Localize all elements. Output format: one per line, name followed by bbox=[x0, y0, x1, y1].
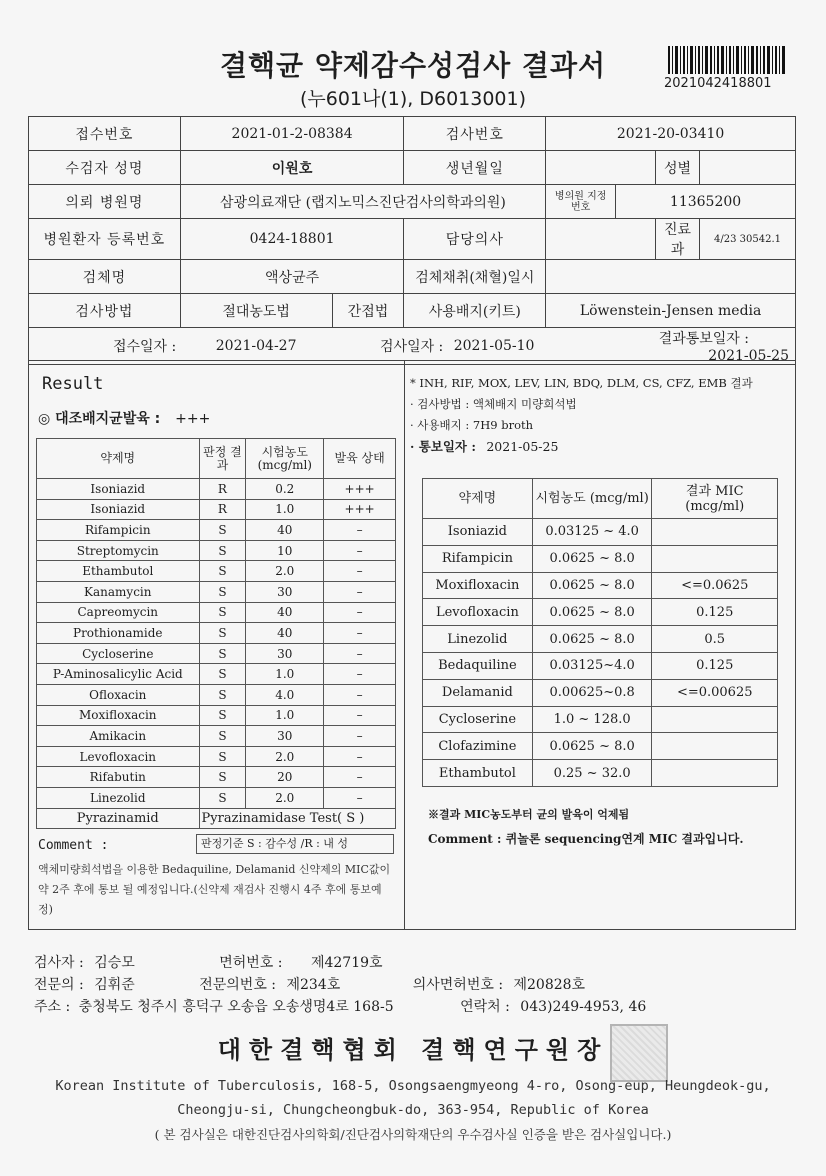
mic-range: 0.00625~0.8 bbox=[532, 679, 652, 706]
drug-conc: 2.0 bbox=[246, 787, 324, 808]
drug-result: S bbox=[199, 767, 246, 788]
mic-range: 1.0 ~ 128.0 bbox=[532, 706, 652, 733]
drug-result: S bbox=[199, 787, 246, 808]
drug-drug: Prothionamide bbox=[37, 623, 200, 644]
drug-row bbox=[37, 581, 396, 602]
test-date-label: 검사일자 : bbox=[332, 328, 546, 365]
report-date: 2021-05-25 bbox=[708, 348, 789, 364]
mic-mic: 0.125 bbox=[652, 599, 778, 626]
pyrazinamid-label: Pyrazinamid bbox=[37, 808, 200, 828]
mic-mic bbox=[652, 760, 778, 787]
phone: 043)249-4953, 46 bbox=[520, 999, 647, 1015]
drug-conc: 2.0 bbox=[246, 746, 324, 767]
drug-conc: 1.0 bbox=[246, 499, 324, 520]
mic-method-line: · 검사방법 : 액체배지 미량희석법 bbox=[410, 397, 577, 411]
report-title: 결핵균 약제감수성검사 결과서 bbox=[219, 49, 607, 82]
patient-name: 이원호 bbox=[180, 151, 404, 185]
mic-mic bbox=[652, 545, 778, 572]
phone-label: 연락처 : bbox=[460, 999, 510, 1015]
sex bbox=[700, 151, 796, 185]
hospital-code: 11365200 bbox=[616, 185, 796, 219]
drug-row bbox=[37, 767, 396, 788]
mic-mic: 0.5 bbox=[652, 626, 778, 653]
drug-row bbox=[37, 705, 396, 726]
examiner-label: 검사자 : bbox=[34, 955, 84, 971]
specialist: 김휘준 bbox=[94, 977, 135, 993]
receipt-no: 2021-01-2-08384 bbox=[180, 117, 404, 151]
drug-drug: Rifampicin bbox=[37, 520, 200, 541]
mic-range: 0.0625 ~ 8.0 bbox=[532, 572, 652, 599]
col-conc: 시험농도 (mcg/ml) bbox=[246, 439, 324, 479]
dob-label: 생년월일 bbox=[404, 151, 546, 185]
patient-reg-label: 병원환자 등록번호 bbox=[29, 219, 181, 260]
result-title: Result bbox=[42, 374, 104, 394]
english-address-1: Korean Institute of Tuberculosis, 168-5, Osongsaengmyeong 4-ro, Osong-eup, Heungdeok-gu, bbox=[55, 1078, 771, 1094]
receipt-no-label: 접수번호 bbox=[29, 117, 181, 151]
comment-label: Comment : bbox=[38, 838, 109, 853]
report-subtitle: (누601나(1), D6013001) bbox=[299, 88, 527, 110]
mic-drug: Cycloserine bbox=[423, 706, 533, 733]
mic-col-result: 결과 MIC (mcg/ml) bbox=[652, 479, 778, 519]
drug-growth: – bbox=[324, 520, 396, 541]
mic-range: 0.0625 ~ 8.0 bbox=[532, 545, 652, 572]
drug-row bbox=[37, 602, 396, 623]
drug-row bbox=[37, 787, 396, 808]
english-address-2: Cheongju-si, Chungcheongbuk-do, 363-954, Republic of Korea bbox=[177, 1102, 649, 1118]
drug-growth: – bbox=[324, 767, 396, 788]
drug-drug: Linezolid bbox=[37, 787, 200, 808]
address-label: 주소 : bbox=[34, 999, 71, 1015]
barcode-number: 2021042418801 bbox=[664, 76, 772, 91]
drug-conc: 4.0 bbox=[246, 684, 324, 705]
mic-row bbox=[423, 545, 778, 572]
drug-conc: 10 bbox=[246, 540, 324, 561]
drug-drug: Cycloserine bbox=[37, 643, 200, 664]
mic-range: 0.03125 ~ 4.0 bbox=[532, 519, 652, 546]
mic-mic: <=0.00625 bbox=[652, 679, 778, 706]
pyrazinamid-value: Pyrazinamidase Test( S ) bbox=[199, 808, 395, 828]
growth-value: +++ bbox=[175, 411, 211, 427]
drug-growth: – bbox=[324, 787, 396, 808]
hospital-label: 의뢰 병원명 bbox=[29, 185, 181, 219]
drug-row bbox=[37, 684, 396, 705]
section-divider bbox=[404, 360, 405, 930]
method2: 간접법 bbox=[332, 294, 404, 328]
hospital-name: 삼광의료재단 (랩지노믹스진단검사의학과의원) bbox=[180, 185, 545, 219]
drug-growth: +++ bbox=[324, 479, 396, 500]
mic-notice bbox=[410, 436, 794, 457]
sex-label: 성별 bbox=[656, 151, 700, 185]
drug-drug: Amikacin bbox=[37, 726, 200, 747]
mic-media-line: · 사용배지 : 7H9 broth bbox=[410, 418, 534, 432]
drug-result: S bbox=[199, 705, 246, 726]
mic-mic bbox=[652, 519, 778, 546]
mic-row bbox=[423, 706, 778, 733]
mic-note: ※결과 MIC농도부터 균의 발육이 억제됨 bbox=[428, 808, 630, 821]
address: 충청북도 청주시 흥덕구 오송읍 오송생명4로 168-5 bbox=[78, 999, 394, 1015]
mic-row bbox=[423, 519, 778, 546]
col-result: 판정 결과 bbox=[199, 439, 246, 479]
mic-mic bbox=[652, 733, 778, 760]
name-label: 수검자 성명 bbox=[29, 151, 181, 185]
drug-result: S bbox=[199, 561, 246, 582]
media-label: 사용배지(키트) bbox=[404, 294, 546, 328]
mic-drugs-line: * INH, RIF, MOX, LEV, LIN, BDQ, DLM, CS, CFZ, EMB 결과 bbox=[410, 376, 753, 390]
mic-drug: Isoniazid bbox=[423, 519, 533, 546]
drug-result: S bbox=[199, 664, 246, 685]
mic-drug: Levofloxacin bbox=[423, 599, 533, 626]
mic-row bbox=[423, 652, 778, 679]
patient-reg: 0424-18801 bbox=[180, 219, 404, 260]
drug-growth: – bbox=[324, 581, 396, 602]
drug-drug: Levofloxacin bbox=[37, 746, 200, 767]
drug-growth: – bbox=[324, 684, 396, 705]
drug-row bbox=[37, 623, 396, 644]
dept-label: 진료과 bbox=[656, 219, 700, 260]
control-growth bbox=[38, 408, 210, 428]
test-no: 2021-20-03410 bbox=[546, 117, 796, 151]
drug-conc: 1.0 bbox=[246, 664, 324, 685]
growth-label: ◎ 대조배지균발육 : bbox=[38, 411, 161, 427]
collect-label: 검체채취(채혈)일시 bbox=[404, 260, 546, 294]
drug-growth: – bbox=[324, 726, 396, 747]
method-label: 검사방법 bbox=[29, 294, 181, 328]
patient-info-table bbox=[28, 116, 796, 365]
drug-result: R bbox=[199, 499, 246, 520]
drug-growth: – bbox=[324, 561, 396, 582]
footer-line-2 bbox=[34, 974, 585, 994]
barcode-icon bbox=[668, 46, 786, 74]
specialist-no-label: 전문의번호 : bbox=[199, 977, 277, 993]
mic-info bbox=[410, 373, 794, 457]
doctor-license: 제20828호 bbox=[513, 977, 586, 993]
mic-drug: Clofazimine bbox=[423, 733, 533, 760]
drug-conc: 40 bbox=[246, 623, 324, 644]
drug-conc: 0.2 bbox=[246, 479, 324, 500]
footer-line-1 bbox=[34, 952, 383, 972]
drug-conc: 2.0 bbox=[246, 561, 324, 582]
comment-text: 액체미량희석법을 이용한 Bedaquiline, Delamanid 신약제의 MIC값이 약 2주 후에 통보 될 예정입니다.(신약제 재검사 진행시 4주 후에 통보예정) bbox=[38, 863, 391, 916]
mic-comment: Comment : 퀴놀론 sequencing연계 MIC 결과입니다. bbox=[428, 832, 744, 846]
mic-mic: 0.125 bbox=[652, 652, 778, 679]
criteria-legend: 판정기준 S : 감수성 /R : 내 성 bbox=[196, 834, 394, 854]
drug-conc: 20 bbox=[246, 767, 324, 788]
col-growth: 발육 상태 bbox=[324, 439, 396, 479]
license-label: 면허번호 : bbox=[219, 955, 283, 971]
mic-range: 0.03125~4.0 bbox=[532, 652, 652, 679]
drug-row bbox=[37, 479, 396, 500]
mic-drug: Delamanid bbox=[423, 679, 533, 706]
drug-growth: – bbox=[324, 623, 396, 644]
drug-drug: Streptomycin bbox=[37, 540, 200, 561]
drug-conc: 40 bbox=[246, 602, 324, 623]
drug-growth: – bbox=[324, 746, 396, 767]
specialist-no: 제234호 bbox=[286, 977, 341, 993]
doctor bbox=[546, 219, 656, 260]
mic-row bbox=[423, 679, 778, 706]
receipt-date-label: 접수일자 : bbox=[29, 328, 181, 365]
drug-susceptibility-table bbox=[36, 438, 396, 829]
mic-range: 0.25 ~ 32.0 bbox=[532, 760, 652, 787]
drug-growth: – bbox=[324, 602, 396, 623]
mic-drug: Rifampicin bbox=[423, 545, 533, 572]
drug-growth: – bbox=[324, 643, 396, 664]
test-no-label: 검사번호 bbox=[404, 117, 546, 151]
drug-growth: – bbox=[324, 664, 396, 685]
drug-row bbox=[37, 746, 396, 767]
drug-drug: Rifabutin bbox=[37, 767, 200, 788]
report-date-label: 결과통보일자 : bbox=[658, 331, 749, 347]
mic-range: 0.0625 ~ 8.0 bbox=[532, 733, 652, 760]
drug-drug: Ethambutol bbox=[37, 561, 200, 582]
drug-conc: 30 bbox=[246, 726, 324, 747]
drug-conc: 30 bbox=[246, 581, 324, 602]
drug-result: S bbox=[199, 726, 246, 747]
mic-drug: Moxifloxacin bbox=[423, 572, 533, 599]
doctor-label: 담당의사 bbox=[404, 219, 546, 260]
drug-conc: 40 bbox=[246, 520, 324, 541]
mic-drug: Ethambutol bbox=[423, 760, 533, 787]
drug-result: R bbox=[199, 479, 246, 500]
mic-drug: Linezolid bbox=[423, 626, 533, 653]
footer-line-3 bbox=[34, 996, 646, 1016]
drug-result: S bbox=[199, 643, 246, 664]
drug-row bbox=[37, 499, 396, 520]
mic-row bbox=[423, 626, 778, 653]
drug-result: S bbox=[199, 746, 246, 767]
drug-row bbox=[37, 520, 396, 541]
specialist-label: 전문의 : bbox=[34, 977, 84, 993]
drug-result: S bbox=[199, 520, 246, 541]
drug-drug: Moxifloxacin bbox=[37, 705, 200, 726]
mic-mic: <=0.0625 bbox=[652, 572, 778, 599]
hospital-code-label: 병의원 지정번호 bbox=[546, 185, 616, 219]
mic-range: 0.0625 ~ 8.0 bbox=[532, 599, 652, 626]
mic-range: 0.0625 ~ 8.0 bbox=[532, 626, 652, 653]
report-date-cell bbox=[656, 328, 796, 365]
drug-conc: 30 bbox=[246, 643, 324, 664]
method: 절대농도법 bbox=[180, 294, 332, 328]
receipt-date: 2021-04-27 bbox=[180, 328, 332, 365]
dob bbox=[546, 151, 656, 185]
mic-notice-date: 2021-05-25 bbox=[486, 439, 559, 454]
drug-result: S bbox=[199, 684, 246, 705]
drug-result: S bbox=[199, 581, 246, 602]
mic-row bbox=[423, 599, 778, 626]
certification-note: ( 본 검사실은 대한진단검사의학회/진단검사의학재단의 우수검사실 인증을 받은 검사실입니다.) bbox=[154, 1127, 672, 1142]
mic-drug: Bedaquiline bbox=[423, 652, 533, 679]
drug-result: S bbox=[199, 602, 246, 623]
drug-result: S bbox=[199, 540, 246, 561]
drug-drug: Isoniazid bbox=[37, 479, 200, 500]
mic-row bbox=[423, 733, 778, 760]
drug-growth: +++ bbox=[324, 499, 396, 520]
drug-row bbox=[37, 643, 396, 664]
mic-col-drug: 약제명 bbox=[423, 479, 533, 519]
media: Löwenstein-Jensen media bbox=[546, 294, 796, 328]
drug-row bbox=[37, 561, 396, 582]
specimen-label: 검체명 bbox=[29, 260, 181, 294]
drug-row bbox=[37, 726, 396, 747]
drug-row bbox=[37, 540, 396, 561]
drug-drug: Kanamycin bbox=[37, 581, 200, 602]
doctor-license-label: 의사면허번호 : bbox=[412, 977, 504, 993]
drug-row bbox=[37, 664, 396, 685]
test-date: 2021-05-10 bbox=[450, 328, 560, 365]
mic-row bbox=[423, 760, 778, 787]
mic-notice-label: · 통보일자 : bbox=[410, 439, 476, 454]
drug-drug: Capreomycin bbox=[37, 602, 200, 623]
drug-growth: – bbox=[324, 705, 396, 726]
drug-drug: P-Aminosalicylic Acid bbox=[37, 664, 200, 685]
col-drug: 약제명 bbox=[37, 439, 200, 479]
specimen: 액상균주 bbox=[180, 260, 404, 294]
collect bbox=[546, 260, 796, 294]
mic-table bbox=[422, 478, 778, 787]
examiner: 김승모 bbox=[94, 955, 135, 971]
drug-growth: – bbox=[324, 540, 396, 561]
drug-drug: Ofloxacin bbox=[37, 684, 200, 705]
drug-drug: Isoniazid bbox=[37, 499, 200, 520]
drug-result: S bbox=[199, 623, 246, 644]
drug-conc: 1.0 bbox=[246, 705, 324, 726]
dept: 4/23 30542.1 bbox=[700, 219, 796, 260]
mic-mic bbox=[652, 706, 778, 733]
license: 제42719호 bbox=[310, 955, 383, 971]
organization-name: 대한결핵협회 결핵연구원장 bbox=[217, 1035, 609, 1064]
mic-row bbox=[423, 572, 778, 599]
mic-col-range: 시험농도 (mcg/ml) bbox=[532, 479, 652, 519]
